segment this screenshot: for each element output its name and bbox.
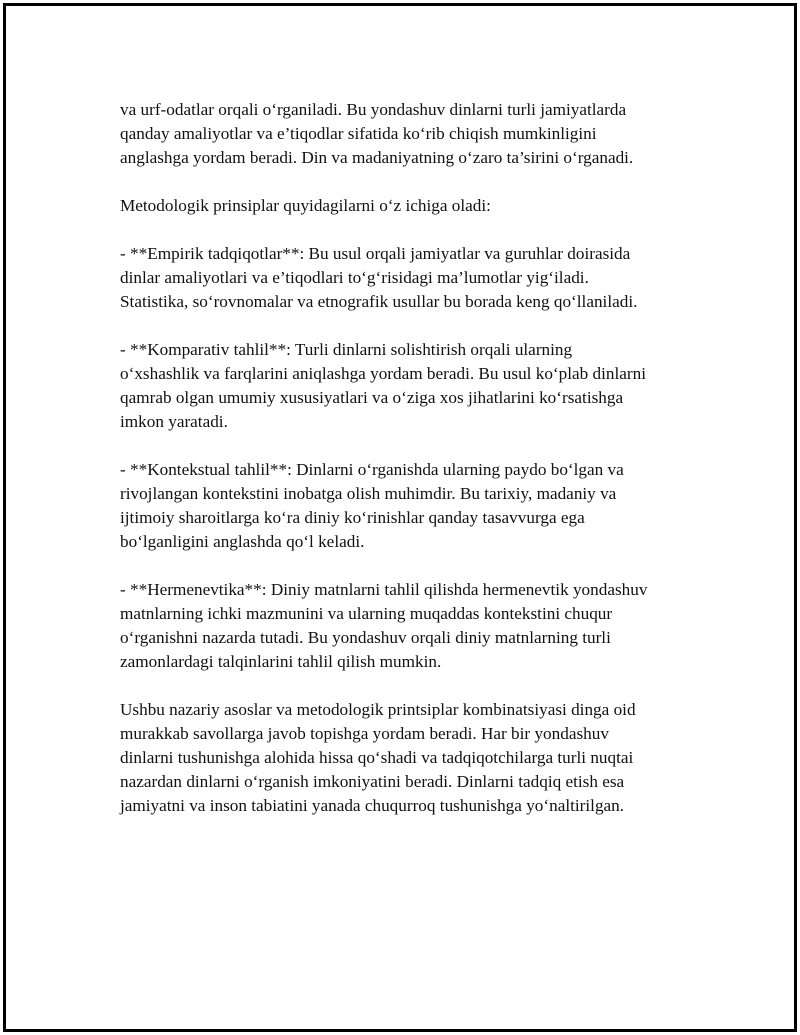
text-line: o‘xshashlik va farqlarini aniqlashga yordam beradi. Bu usul ko‘plab dinlarni — [120, 364, 646, 383]
text-line: zamonlardagi talqinlarini tahlil qilish mumkin. — [120, 652, 442, 671]
paragraph-conclusion — [120, 698, 700, 818]
text-line: anglashga yordam beradi. Din va madaniyatning o‘zaro ta’sirini o‘rganadi. — [120, 148, 634, 167]
text-line: matnlarning ichki mazmunini va ularning muqaddas kontekstini chuqur — [120, 604, 613, 623]
paragraph-hermenevtika — [120, 578, 700, 674]
paragraph-intro — [120, 98, 700, 170]
paragraph-empirik — [120, 242, 700, 314]
text-line: va urf-odatlar orqali o‘rganiladi. Bu yondashuv dinlarni turli jamiyatlarda — [120, 100, 627, 119]
text-line: - **Hermenevtika**: Diniy matnlarni tahlil qilishda hermenevtik yondashuv — [120, 580, 648, 599]
text-line: o‘rganishni nazarda tutadi. Bu yondashuv orqali diniy matnlarning turli — [120, 628, 611, 647]
text-line: Ushbu nazariy asoslar va metodologik printsiplar kombinatsiyasi dinga oid — [120, 700, 636, 719]
text-line: - **Empirik tadqiqotlar**: Bu usul orqali jamiyatlar va guruhlar doirasida — [120, 244, 631, 263]
text-line: imkon yaratadi. — [120, 412, 228, 431]
text-line: qamrab olgan umumiy xususiyatlari va o‘ziga xos jihatlarini ko‘rsatishga — [120, 388, 624, 407]
paragraph-komparativ — [120, 338, 700, 434]
text-line: qanday amaliyotlar va e’tiqodlar sifatida ko‘rib chiqish mumkinligini — [120, 124, 597, 143]
text-line: bo‘lganligini anglashda qo‘l keladi. — [120, 532, 365, 551]
text-line: ijtimoiy sharoitlarga ko‘ra diniy ko‘rinishlar qanday tasavvurga ega — [120, 508, 585, 527]
document-body — [120, 98, 700, 842]
text-line: - **Komparativ tahlil**: Turli dinlarni solishtirish orqali ularning — [120, 340, 573, 359]
text-line: murakkab savollarga javob topishga yordam beradi. Har bir yondashuv — [120, 724, 609, 743]
text-line: jamiyatni va inson tabiatini yanada chuqurroq tushunishga yo‘naltirilgan. — [120, 796, 625, 815]
paragraph-principles-lead — [120, 194, 700, 218]
text-line: dinlar amaliyotlari va e’tiqodlari to‘g‘risidagi ma’lumotlar yig‘iladi. — [120, 268, 589, 287]
text-line: nazardan dinlarni o‘rganish imkoniyatini beradi. Dinlarni tadqiq etish esa — [120, 772, 625, 791]
text-line: dinlarni tushunishga alohida hissa qo‘shadi va tadqiqotchilarga turli nuqtai — [120, 748, 634, 767]
text-line: Metodologik prinsiplar quyidagilarni o‘z ichiga oladi: — [120, 196, 491, 215]
text-line: rivojlangan kontekstini inobatga olish muhimdir. Bu tarixiy, madaniy va — [120, 484, 617, 503]
page-frame — [3, 3, 797, 1032]
text-line: Statistika, so‘rovnomalar va etnografik usullar bu borada keng qo‘llaniladi. — [120, 292, 638, 311]
text-line: - **Kontekstual tahlil**: Dinlarni o‘rganishda ularning paydo bo‘lgan va — [120, 460, 624, 479]
paragraph-kontekstual — [120, 458, 700, 554]
